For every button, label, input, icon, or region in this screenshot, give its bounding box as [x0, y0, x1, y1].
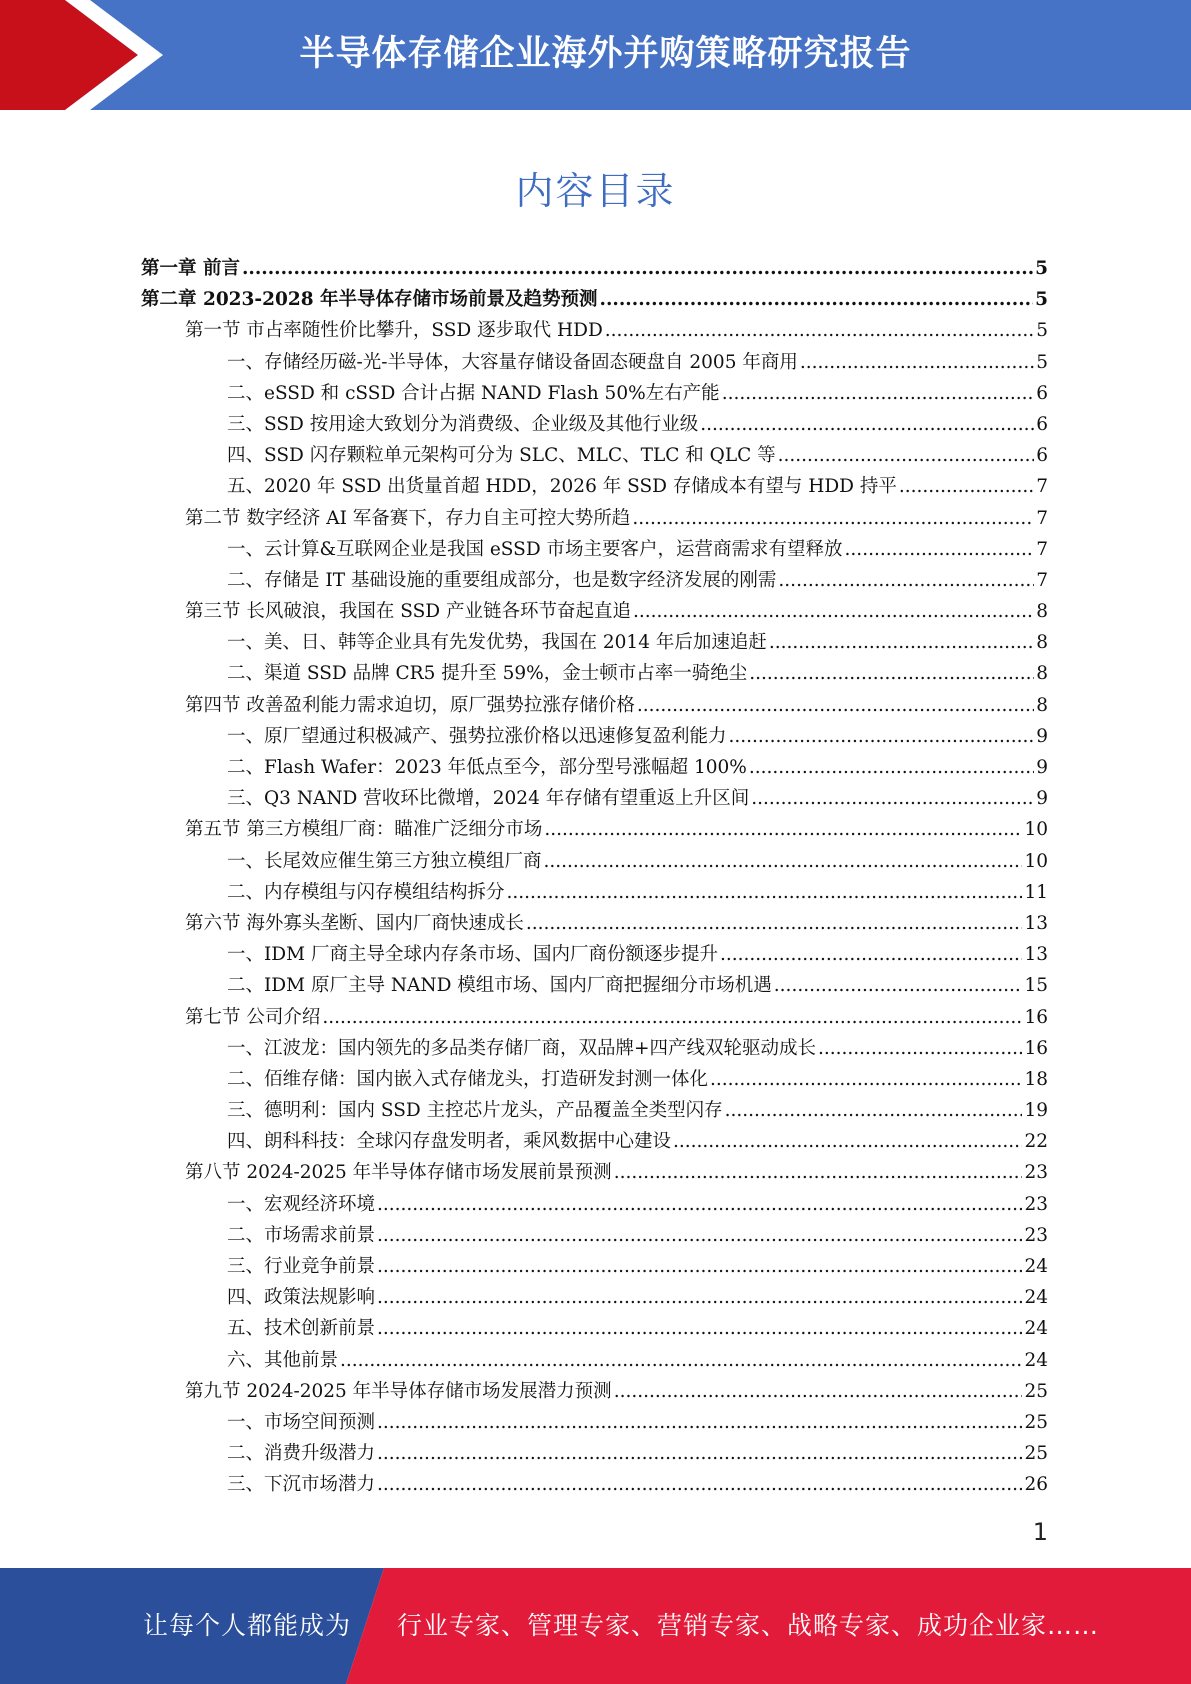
toc-entry[interactable]	[141, 940, 1048, 971]
toc-entry-page: 13	[1024, 912, 1048, 934]
toc-entry[interactable]	[141, 1065, 1048, 1096]
toc-entry-title: 一、长尾效应催生第三方独立模组厂商	[227, 850, 542, 872]
toc-entry[interactable]	[141, 379, 1048, 410]
toc-leader-dots	[774, 975, 1023, 996]
toc-entry[interactable]	[141, 441, 1048, 472]
toc-leader-dots	[778, 570, 1034, 591]
toc-entry-title: 二、eSSD 和 cSSD 合计占据 NAND Flash 50%左右产能	[227, 382, 720, 404]
toc-entry-title: 第一章 前言	[141, 258, 240, 279]
toc-entry[interactable]	[141, 1034, 1048, 1065]
page-footer	[0, 1568, 1191, 1684]
page-header	[0, 0, 1191, 110]
toc-entry-page: 24	[1024, 1318, 1048, 1340]
toc-entry-title: 二、存储是 IT 基础设施的重要组成部分，也是数字经济发展的刚需	[227, 569, 777, 591]
toc-entry[interactable]	[141, 472, 1048, 503]
toc-entry[interactable]	[141, 628, 1048, 659]
toc-leader-dots	[722, 383, 1035, 404]
toc-leader-dots	[377, 1256, 1022, 1277]
toc-entry[interactable]	[141, 566, 1048, 597]
toc-leader-dots	[614, 1162, 1023, 1183]
toc-entry[interactable]	[141, 348, 1048, 379]
toc-leader-dots	[633, 601, 1034, 622]
toc-leader-dots	[800, 352, 1034, 373]
toc-entry-title: 一、云计算&互联网企业是我国 eSSD 市场主要客户，运营商需求有望释放	[227, 538, 843, 560]
toc-entry[interactable]	[141, 1439, 1048, 1470]
toc-leader-dots	[749, 663, 1034, 684]
toc-leader-dots	[377, 1443, 1022, 1464]
toc-entry-title: 第七节 公司介绍	[185, 1006, 321, 1028]
toc-leader-dots	[544, 819, 1022, 840]
toc-entry-title: 三、Q3 NAND 营收环比微增，2024 年存储有望重返上升区间	[227, 788, 750, 810]
toc-leader-dots	[751, 788, 1034, 809]
toc-entry-title: 四、政策法规影响	[227, 1287, 376, 1309]
toc-entry-title: 一、市场空间预测	[227, 1411, 376, 1433]
toc-entry-page: 16	[1024, 1006, 1048, 1028]
table-of-contents	[141, 254, 1048, 1502]
toc-entry[interactable]	[141, 878, 1048, 909]
toc-entry-page: 8	[1036, 663, 1048, 685]
toc-entry[interactable]	[141, 659, 1048, 690]
footer-slogan-left: 让每个人都能成为	[143, 1611, 352, 1640]
toc-entry-page: 25	[1024, 1380, 1048, 1402]
toc-entry-page: 13	[1024, 944, 1048, 966]
toc-entry-page: 6	[1036, 445, 1048, 467]
toc-entry[interactable]	[141, 597, 1048, 628]
toc-leader-dots	[637, 695, 1034, 716]
toc-leader-dots	[242, 258, 1033, 279]
toc-entry-page: 25	[1024, 1443, 1048, 1465]
toc-entry-title: 三、德明利：国内 SSD 主控芯片龙头，产品覆盖全类型闪存	[227, 1100, 723, 1122]
toc-entry-title: 第九节 2024-2025 年半导体存储市场发展潜力预测	[185, 1380, 612, 1402]
toc-entry-title: 二、Flash Wafer：2023 年低点至今，部分型号涨幅超 100%	[227, 757, 747, 778]
toc-leader-dots	[614, 1381, 1023, 1402]
toc-entry-title: 二、内存模组与闪存模组结构拆分	[227, 881, 505, 903]
toc-entry[interactable]	[141, 1096, 1048, 1127]
toc-heading: 内容目录	[515, 169, 676, 213]
toc-entry-page: 5	[1036, 320, 1048, 342]
toc-leader-dots	[673, 1131, 1022, 1152]
toc-entry-page: 6	[1036, 382, 1048, 404]
toc-leader-dots	[377, 1194, 1022, 1215]
toc-leader-dots	[377, 1287, 1022, 1308]
toc-entry-page: 19	[1024, 1100, 1048, 1122]
toc-entry-title: 一、美、日、韩等企业具有先发优势，我国在 2014 年后加速追赶	[227, 632, 767, 654]
toc-entry-title: 第二章 2023-2028 年半导体存储市场前景及趋势预测	[141, 289, 598, 311]
toc-leader-dots	[845, 539, 1035, 560]
toc-entry-title: 二、消费升级潜力	[227, 1443, 376, 1465]
toc-entry-page: 16	[1024, 1037, 1048, 1059]
toc-entry-title: 第八节 2024-2025 年半导体存储市场发展前景预测	[185, 1162, 612, 1184]
toc-leader-dots	[544, 851, 1023, 872]
toc-entry[interactable]	[141, 722, 1048, 753]
toc-leader-dots	[710, 1069, 1022, 1090]
toc-entry-title: 五、2020 年 SSD 出货量首超 HDD，2026 年 SSD 存储成本有望与 HDD 持平	[227, 476, 897, 498]
toc-entry-page: 23	[1024, 1193, 1048, 1215]
toc-entry-page: 22	[1024, 1131, 1048, 1153]
toc-entry[interactable]	[141, 1252, 1048, 1283]
toc-entry-title: 第四节 改善盈利能力需求迫切，原厂强势拉涨存储价格	[185, 694, 635, 716]
toc-entry-page: 18	[1024, 1068, 1048, 1090]
report-title: 半导体存储企业海外并购策略研究报告	[299, 34, 912, 74]
toc-entry[interactable]	[141, 1158, 1048, 1189]
toc-entry-title: 二、佰维存储：国内嵌入式存储龙头，打造研发封测一体化	[227, 1068, 709, 1090]
toc-entry-title: 一、宏观经济环境	[227, 1193, 376, 1215]
toc-leader-dots	[526, 913, 1023, 934]
toc-leader-dots	[725, 1100, 1023, 1121]
toc-leader-dots	[377, 1225, 1022, 1246]
toc-entry-title: 一、原厂望通过积极减产、强势拉涨价格以迅速修复盈利能力	[227, 725, 727, 747]
toc-leader-dots	[700, 414, 1034, 435]
toc-entry[interactable]	[141, 1470, 1048, 1501]
toc-entry-page: 26	[1024, 1474, 1048, 1496]
toc-entry-page: 8	[1036, 694, 1048, 716]
toc-leader-dots	[778, 445, 1035, 466]
toc-entry[interactable]	[141, 316, 1048, 347]
toc-entry[interactable]	[141, 815, 1048, 846]
toc-entry-page: 7	[1036, 538, 1048, 560]
toc-leader-dots	[600, 289, 1034, 310]
toc-entry-page: 8	[1036, 601, 1048, 623]
toc-entry[interactable]	[141, 1127, 1048, 1158]
toc-leader-dots	[377, 1474, 1022, 1495]
toc-entry-page: 9	[1036, 757, 1048, 778]
toc-entry-page: 7	[1036, 569, 1048, 591]
toc-entry-page: 6	[1036, 413, 1048, 435]
toc-entry[interactable]	[141, 784, 1048, 815]
toc-entry-page: 8	[1036, 632, 1048, 654]
toc-entry[interactable]	[141, 1346, 1048, 1377]
toc-entry-title: 三、行业竞争前景	[227, 1256, 376, 1277]
toc-entry-title: 一、存储经历磁-光-半导体，大容量存储设备固态硬盘自 2005 年商用	[227, 351, 798, 373]
toc-entry-page: 25	[1024, 1411, 1048, 1433]
footer-slogan-right: 行业专家、管理专家、营销专家、战略专家、成功企业家……	[397, 1611, 1100, 1640]
toc-leader-dots	[899, 476, 1034, 497]
toc-entry-title: 第三节 长风破浪，我国在 SSD 产业链各环节奋起直追	[185, 601, 631, 623]
toc-leader-dots	[632, 508, 1034, 529]
toc-leader-dots	[749, 757, 1034, 778]
toc-entry-page: 7	[1036, 507, 1048, 529]
toc-entry-title: 一、IDM 厂商主导全球内存条市场、国内厂商份额逐步提升	[227, 944, 718, 966]
toc-entry-title: 六、其他前景	[227, 1349, 339, 1371]
toc-entry-page: 15	[1024, 975, 1048, 997]
toc-entry[interactable]	[141, 1003, 1048, 1034]
toc-entry-page: 5	[1035, 289, 1048, 311]
toc-leader-dots	[507, 882, 1023, 903]
toc-entry[interactable]	[141, 1221, 1048, 1252]
toc-entry[interactable]	[141, 410, 1048, 441]
toc-leader-dots	[377, 1412, 1022, 1433]
toc-entry[interactable]	[141, 971, 1048, 1002]
toc-entry-page: 23	[1024, 1162, 1048, 1184]
toc-entry[interactable]	[141, 254, 1048, 285]
toc-leader-dots	[729, 726, 1035, 747]
toc-leader-dots	[818, 1038, 1022, 1059]
toc-entry-page: 24	[1024, 1287, 1048, 1309]
toc-entry-page: 24	[1024, 1256, 1048, 1277]
toc-entry-page: 11	[1024, 881, 1048, 903]
toc-leader-dots	[340, 1350, 1022, 1371]
toc-entry-title: 第二节 数字经济 AI 军备赛下，存力自主可控大势所趋	[185, 507, 631, 529]
toc-entry-title: 四、朗科科技：全球闪存盘发明者，乘风数据中心建设	[227, 1131, 672, 1153]
toc-entry-title: 三、SSD 按用途大致划分为消费级、企业级及其他行业级	[227, 413, 699, 435]
toc-entry-page: 23	[1024, 1224, 1048, 1246]
toc-entry-title: 第一节 市占率随性价比攀升，SSD 逐步取代 HDD	[185, 320, 603, 342]
toc-entry-title: 三、下沉市场潜力	[227, 1474, 376, 1496]
toc-leader-dots	[769, 632, 1034, 653]
toc-entry-title: 第六节 海外寡头垄断、国内厂商快速成长	[185, 912, 524, 934]
toc-entry[interactable]	[141, 909, 1048, 940]
toc-entry-title: 五、技术创新前景	[227, 1318, 376, 1340]
toc-entry-title: 第五节 第三方模组厂商：瞄准广泛细分市场	[185, 819, 543, 841]
toc-entry-title: 一、江波龙：国内领先的多品类存储厂商，双品牌+四产线双轮驱动成长	[227, 1037, 817, 1059]
toc-leader-dots	[377, 1318, 1022, 1339]
toc-entry[interactable]	[141, 1408, 1048, 1439]
toc-entry-title: 二、市场需求前景	[227, 1224, 376, 1246]
toc-leader-dots	[322, 1007, 1022, 1028]
toc-entry-page: 10	[1024, 850, 1048, 872]
toc-entry-page: 5	[1036, 351, 1048, 373]
page-number: 1	[1032, 1518, 1048, 1546]
toc-leader-dots	[605, 320, 1034, 341]
toc-entry[interactable]	[141, 753, 1048, 784]
toc-entry-page: 5	[1035, 258, 1048, 279]
toc-entry[interactable]	[141, 1314, 1048, 1345]
toc-entry-title: 四、SSD 闪存颗粒单元架构可分为 SLC、MLC、TLC 和 QLC 等	[227, 445, 776, 467]
toc-entry[interactable]	[141, 1190, 1048, 1221]
toc-entry[interactable]	[141, 1283, 1048, 1314]
toc-entry-page: 9	[1036, 788, 1048, 810]
toc-entry[interactable]	[141, 1377, 1048, 1408]
toc-entry[interactable]	[141, 847, 1048, 878]
toc-entry[interactable]	[141, 504, 1048, 535]
toc-entry-page: 10	[1024, 819, 1048, 841]
toc-entry[interactable]	[141, 285, 1048, 316]
toc-entry-page: 7	[1036, 476, 1048, 498]
toc-entry-page: 24	[1024, 1349, 1048, 1371]
toc-entry-title: 二、IDM 原厂主导 NAND 模组市场、国内厂商把握细分市场机遇	[227, 975, 772, 997]
toc-entry[interactable]	[141, 535, 1048, 566]
toc-entry-title: 二、渠道 SSD 品牌 CR5 提升至 59%，金士顿市占率一骑绝尘	[227, 663, 748, 685]
toc-entry[interactable]	[141, 691, 1048, 722]
toc-leader-dots	[720, 944, 1022, 965]
toc-entry-page: 9	[1036, 725, 1048, 747]
